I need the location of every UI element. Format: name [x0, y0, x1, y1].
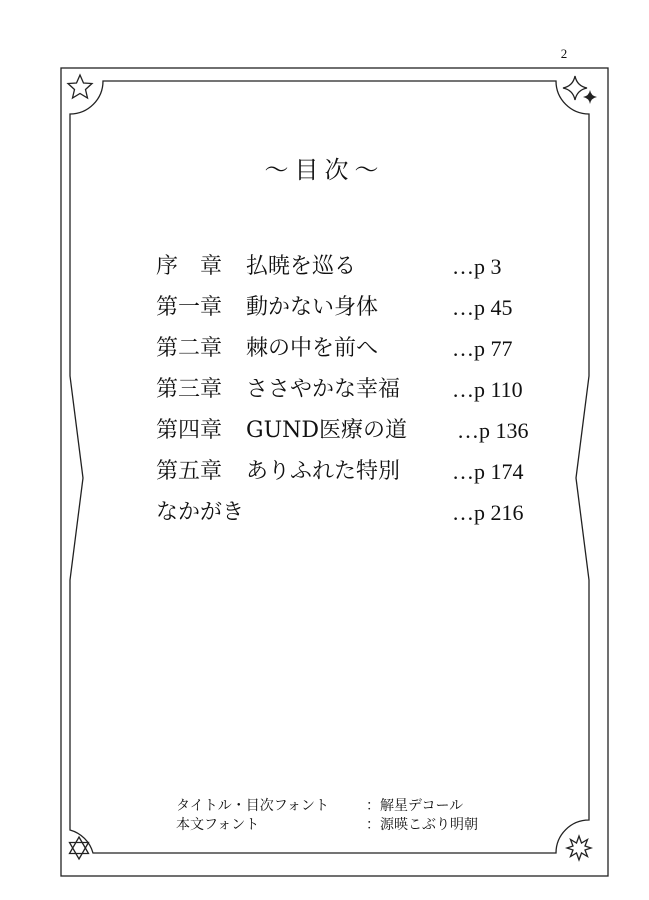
toc-chapter: 第三章 [156, 377, 223, 402]
toc-chapter-title: ありふれた特別 [246, 459, 401, 484]
credit-value: ：源暎こぶり明朝 [366, 817, 478, 833]
credit-label: タイトル・目次フォント [176, 798, 330, 814]
toc-entry[interactable] [156, 451, 556, 492]
toc-chapter-title: ささやかな幸福 [246, 377, 401, 402]
toc-page-ref: …p 110 [452, 377, 523, 402]
toc-entry[interactable] [156, 369, 556, 410]
toc-page-ref: …p 174 [452, 459, 524, 484]
toc-entry[interactable] [156, 492, 556, 533]
toc-chapter: 第二章 [156, 336, 223, 361]
toc-page-ref: …p 3 [452, 254, 502, 279]
toc-page-ref: …p 77 [452, 336, 513, 361]
burst-star-icon [567, 836, 591, 860]
toc-page-ref: …p 136 [457, 418, 529, 443]
toc-chapter: 序 章 [156, 254, 223, 279]
table-of-contents [156, 246, 556, 533]
page-number: 2 [560, 46, 568, 61]
toc-chapter-title: GUND医療の道 [246, 418, 408, 443]
toc-chapter: 第五章 [156, 459, 223, 484]
toc-entry[interactable] [156, 328, 556, 369]
sparkle-star-icon [563, 76, 597, 104]
toc-chapter: 第四章 [156, 418, 223, 443]
toc-title: ～目次～ [264, 156, 385, 184]
toc-entry[interactable] [156, 287, 556, 328]
toc-page-ref: …p 45 [452, 295, 513, 320]
toc-chapter-title: 動かない身体 [246, 295, 379, 320]
toc-entry[interactable] [156, 410, 556, 451]
toc-chapter-title: 棘の中を前へ [246, 336, 379, 361]
toc-chapter: 第一章 [156, 295, 223, 320]
credit-label: 本文フォント [176, 817, 260, 833]
toc-chapter-title: 払暁を巡る [246, 254, 357, 279]
toc-page-ref: …p 216 [452, 500, 524, 525]
credit-value: ：解星デコール [366, 798, 464, 814]
star-outline-icon [68, 75, 92, 98]
toc-chapter: なかがき [156, 500, 245, 525]
toc-entry[interactable] [156, 246, 556, 287]
